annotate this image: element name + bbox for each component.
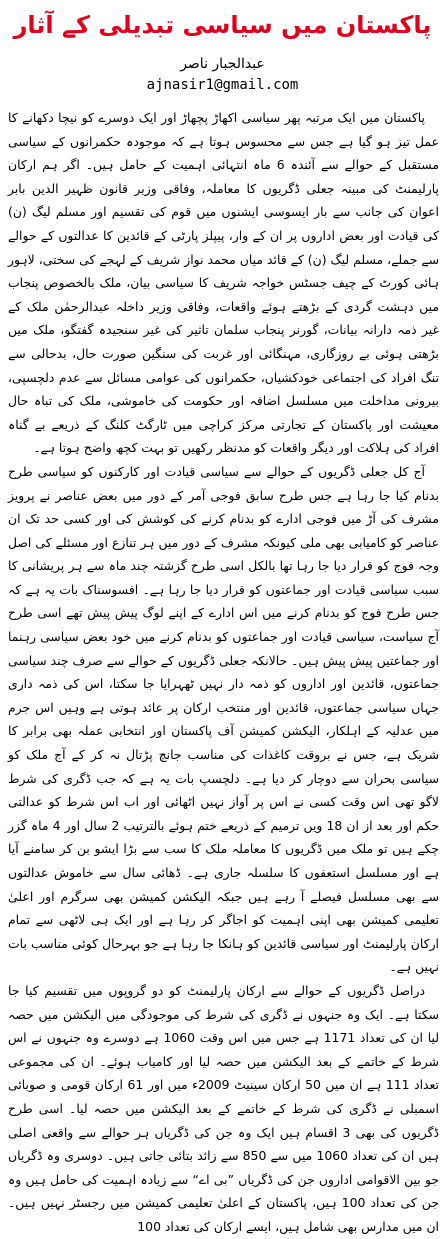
author-name: عبدالجبار ناصر	[180, 56, 265, 72]
article-paragraph: پاکستان میں ایک مرتبہ پھر سیاسی اکھاڑ پچھاڑ اور ایک دوسرے کو نیچا دکھانے کا عمل تیز ہو گیا ہے جس سے محسوس ہوتا ہے کہ موجودہ حکمرانوں کے سیاسی مستقبل کے حوالے سے آئندہ 6 ماہ انتہائی اہمیت کے حامل ہیں۔ اگر ہم ارکان پارلیمنٹ کی مبینہ جعلی ڈگریوں کا معاملہ، وفاقی وزیر قانون ظہیر الدین بابر اعوان کی جانب سے بار ایسوسی ایشنوں میں قوم کی تقسیم اور مسلم لیگ (ن) کی قیادت اور بعض اداروں پر ان کے وار، پیپلز پارٹی کے قائدین کا عدالتوں کے حوالے سے جملے، مسلم لیگ (ن) کے قائد میاں محمد نواز شریف کے لہجے کی سختی، لاہور ہائی کورٹ کے چیف جسٹس خواجہ شریف کا سیاسی بیان، ملک بالخصوص پنجاب میں دہشت گردی کے بڑھتے ہوئے واقعات، وفاقی وزیر داخلہ عبدالرحمٰن ملک کے غیر ذمہ دارانہ بیانات، گورنر پنجاب سلمان تاثیر کی غیر سنجیدہ گفتگو، ملک میں بڑھتی ہوئی بے روزگاری، مہنگائی اور غربت کی سنگین صورت حال، بدحالی سے تنگ افراد کی اجتماعی خودکشیاں، حکمرانوں کی عوامی مسائل سے عدم دلچسپی، بیرونی مداخلت میں مسلسل اضافہ اور حکومت کی خاموشی، ملک کی تباہ حال معیشت اور پاکستان کے تجارتی مرکز کراچی میں ٹارگٹ کلنگ کے ذریعے بے گناہ افراد کی ہلاکت اور دیگر واقعات کو مدنظر رکھیں تو بہت کچھ واضح ہوتا ہے۔	[8, 110, 439, 456]
author-email: ajnasir1@gmail.com	[146, 77, 299, 93]
article-paragraph: دراصل ڈگریوں کے حوالے سے ارکان پارلیمنٹ کو دو گروپوں میں تقسیم کیا جا سکتا ہے۔ ایک وہ جنہوں نے ڈگری کی شرط کی موجودگی میں الیکشن میں حصہ لیا ان کی تعداد 1171 ہے جس میں اس وقت 1060 ہے دوسرے وہ جنہوں نے اس شرط کے خاتمے کے بعد الیکشن میں حصہ لیا اور کامیاب ہوئے۔ ان کی مجموعی تعداد 111 ہے ان میں 50 ارکان سینیٹ 2009ء میں اور 61 ارکان قومی و صوبائی اسمبلی نے ڈگری کی شرط کے خاتمے کے بعد الیکشن میں حصہ لیا۔ اسی طرح ڈگریوں کی بھی 3 اقسام ہیں ایک وہ جن کی ڈگریاں ہر حوالے سے واقعی اصلی ہیں ان کی تعداد 1060 میں سے 850 سے زائد بتائی جاتی ہیں۔ دوسری وہ ڈگریاں جو بین الاقوامی اداروں جن کی ڈگریاں ”بی اے“ سے زیادہ اہمیت کی حامل ہیں وہ جن کی تعداد 100 ہیں، پاکستان کے اعلیٰ تعلیمی کمیشن میں رجسٹر نہیں ہیں۔ ان میں مدارس بھی شامل ہیں، ایسے ارکان کی تعداد 100	[8, 982, 440, 1234]
article-title: پاکستان میں سیاسی تبدیلی کے آثار	[13, 11, 432, 39]
article-paragraph: آج کل جعلی ڈگریوں کے حوالے سے سیاسی قیادت اور کارکنوں کو سیاسی طرح بدنام کیا جا رہا ہے جس طرح سابق فوجی آمر کے دور میں بعض عناصر نے پرویز مشرف کی آڑ میں فوجی ادارے کو بدنام کرنے کی کوشش کی اور کسی حد تک ان عناصر کو کامیابی بھی ملی کیونکہ مشرف کے دور میں ہر تنازع اور مسئلے کی اصل وجہ فوج کو قرار دیا جا رہا تھا بالکل اسی طرح گزشتہ چند ماہ سے ہر پریشانی کا سبب سیاسی قیادت اور جماعتوں کو قرار دیا جا رہا ہے۔ افسوسناک بات یہ ہے کہ جس طرح فوج کو بدنام کرنے میں اس ادارے کے اپنے لوگ پیش پیش تھے اسی طرح آج سیاست، سیاسی قیادت اور جماعتوں کو بدنام کرنے میں خود بعض سیاسی رہنما اور جماعتیں پیش پیش ہیں۔ حالانکہ جعلی ڈگریوں کے حوالے سے صرف چند سیاسی جماعتوں، قائدین اور اداروں کو ذمہ دار نہیں ٹھہرایا جا سکتا، اس کی ذمہ داری جہاں سیاسی جماعتوں، قائدین اور منتخب ارکان پر عائد ہوتی ہے وہیں اس جرم میں عدلیہ کے اہلکار، الیکشن کمیشن آف پاکستان اور انتخابی عملہ بھی برابر کا شریک ہے، جس نے بروقت کاغذات کی مناسب جانچ پڑتال نہ کر کے آج ملک کو سیاسی بحران سے دوچار کر دیا ہے۔ دلچسپ بات یہ ہے کہ جب ڈگری کی شرط لاگو تھی اس وقت کسی نے اس پر آواز نہیں اٹھائی اور اب اس شرط کو عدالتی حکم اور بعد از ان 18 ویں ترمیم کے ذریعے ختم ہوئے بالترتیب 2 سال اور 4 ماہ گزر چکے ہیں تو ملک میں ڈگریوں کا معاملہ ملک کا سب سے بڑا ایشو بن کر سامنے آیا ہے اور مسلسل استعفوں کا سلسلہ جاری ہے۔ ڈھائی سال سے خاموش عدالتوں سے بھی مسلسل فیصلے آ رہے ہیں جبکہ الیکشن کمیشن بھی سرگرم اور اعلیٰ تعلیمی کمیشن بھی اپنی اہمیت کو اجاگر کر رہا ہے اور ایک ہی لاٹھی سے تمام ارکان پارلیمنٹ اور سیاسی قائدین کو ہانکا جا رہا ہے جو بہرحال کوئی مناسب بات نہیں ہے۔	[8, 463, 440, 975]
article-body	[8, 106, 439, 1239]
